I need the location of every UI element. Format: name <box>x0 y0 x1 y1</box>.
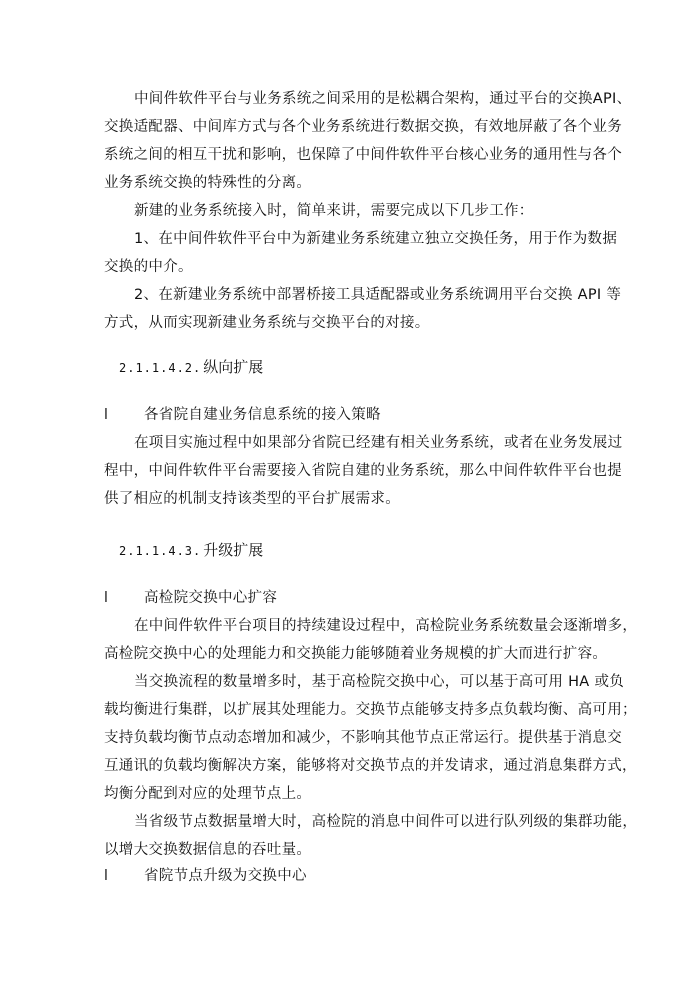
section-number: 2.1.1.4.3. <box>119 544 202 558</box>
bullet-item <box>104 866 504 886</box>
section-heading <box>119 357 263 378</box>
paragraph-line: 业务系统交换的特殊性的分离。 <box>104 175 312 191</box>
paragraph-line: 系统之间的相互干扰和影响，也保障了中间件软件平台核心业务的通用性与各个 <box>104 147 622 163</box>
bullet-marker: l <box>104 590 108 606</box>
list-item-line: 1、在中间件软件平台中为新建业务系统建立独立交换任务，用于作为数据 <box>134 231 618 247</box>
paragraph-line: 高检院交换中心的处理能力和交换能力能够随着业务规模的扩大而进行扩容。 <box>104 646 608 662</box>
paragraph-line: 在中间件软件平台项目的持续建设过程中，高检院业务系统数量会逐渐增多， <box>134 618 638 634</box>
section-title: 升级扩展 <box>203 541 264 559</box>
paragraph-line: 程中，中间件软件平台需要接入省院自建的业务系统，那么中间件软件平台也提 <box>104 463 622 479</box>
section-heading <box>119 540 263 561</box>
bullet-item <box>104 405 504 425</box>
paragraph-line: 在项目实施过程中如果部分省院已经建有相关业务系统，或者在业务发展过 <box>134 435 623 451</box>
list-item-line: 方式，从而实现新建业务系统与交换平台的对接。 <box>104 315 430 331</box>
bullet-marker: l <box>104 868 108 884</box>
paragraph-line: 当省级节点数据量增大时，高检院的消息中间件可以进行队列级的集群功能， <box>134 814 638 830</box>
section-title: 纵向扩展 <box>203 358 264 376</box>
paragraph-line: 新建的业务系统接入时，简单来讲，需要完成以下几步工作： <box>134 203 534 219</box>
bullet-text: 高检院交换中心扩容 <box>144 590 278 606</box>
bullet-item <box>104 588 504 608</box>
list-item-line: 交换的中介。 <box>104 259 193 275</box>
section-number: 2.1.1.4.2. <box>119 361 202 375</box>
paragraph-line: 中间件软件平台与业务系统之间采用的是松耦合架构，通过平台的交换API、 <box>134 91 632 107</box>
paragraph-line: 互通讯的负载均衡解决方案，能够将对交换节点的并发请求，通过消息集群方式， <box>104 758 637 774</box>
paragraph-line: 交换适配器、中间库方式与各个业务系统进行数据交换，有效地屏蔽了各个业务 <box>104 119 622 135</box>
paragraph-line: 以增大交换数据信息的吞吐量。 <box>104 842 312 858</box>
paragraph-line: 当交换流程的数量增多时，基于高检院交换中心，可以基于高可用 HA 或负 <box>134 674 625 690</box>
paragraph-line: 均衡分配到对应的处理节点上。 <box>104 786 312 802</box>
bullet-marker: l <box>104 407 108 423</box>
bullet-text: 各省院自建业务信息系统的接入策略 <box>144 407 381 423</box>
paragraph-line: 载均衡进行集群，以扩展其处理能力。交换节点能够支持多点负载均衡、高可用； <box>104 702 637 718</box>
bullet-text: 省院节点升级为交换中心 <box>144 868 307 884</box>
paragraph-line: 支持负载均衡节点动态增加和减少，不影响其他节点正常运行。提供基于消息交 <box>104 730 622 746</box>
list-item-line: 2、在新建业务系统中部署桥接工具适配器或业务系统调用平台交换 API 等 <box>134 287 622 303</box>
paragraph-line: 供了相应的机制支持该类型的平台扩展需求。 <box>104 491 400 507</box>
